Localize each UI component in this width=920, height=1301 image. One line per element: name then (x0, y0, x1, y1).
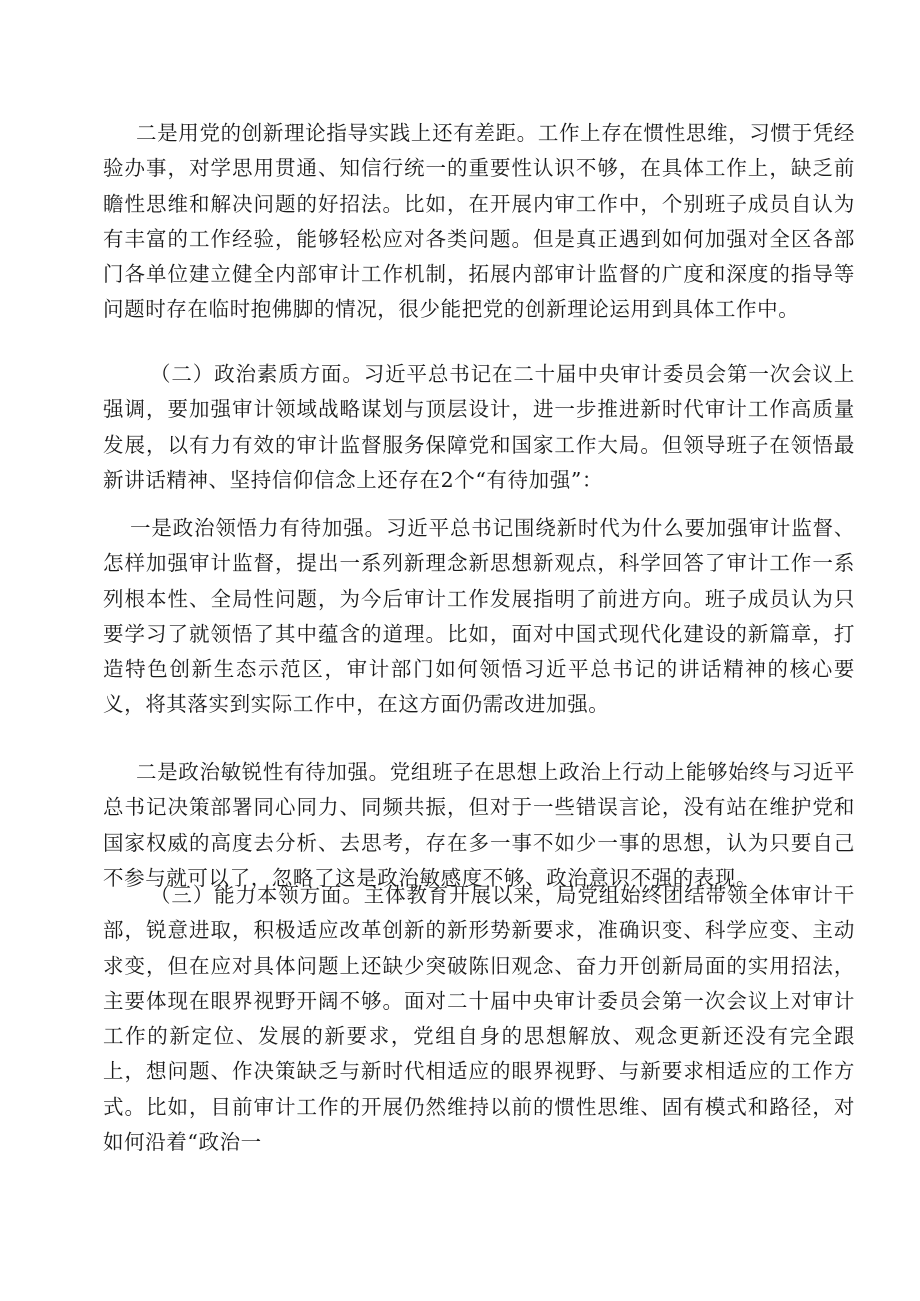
paragraph-political-comprehension: 一是政治领悟力有待加强。习近平总书记围绕新时代为什么要加强审计监督、怎样加强审计监督，提出一系列新理念新思想新观点，科学回答了审计工作一系列根本性、全局性问题，为今后审计工作发展指明了前进方向。班子成员认为只要学习了就领悟了其中蕴含的道理。比如，面对中国式现代化建设的新篇章，打造特色创新生态示范区，审计部门如何领悟习近平总书记的讲话精神的核心要义，将其落实到实际工作中，在这方面仍需改进加强。 (103, 516, 855, 717)
paragraph-innovation-theory: 二是用党的创新理论指导实践上还有差距。工作上存在惯性思维，习惯于凭经验办事，对学思用贯通、知信行统一的重要性认识不够，在具体工作上，缺乏前瞻性思维和解决问题的好招法。比如，在开展内审工作中，个别班子成员自认为有丰富的工作经验，能够轻松应对各类问题。但是真正遇到如何加强对全区各部门各单位建立健全内部审计工作机制，拓展内部审计监督的广度和深度的指导等问题时存在临时抱佛脚的情况，很少能把党的创新理论运用到具体工作中。 (103, 121, 855, 322)
paragraph-political-sensitivity: 二是政治敏锐性有待加强。党组班子在思想上政治上行动上能够始终与习近平总书记决策部署同心同力、同频共振，但对于一些错误言论，没有站在维护党和国家权威的高度去分析、去思考，存在多一事不如少一事的思想，认为只要自己不参与就可以了，忽略了这是政治敏感度不够、政治意识不强的表现。 (103, 760, 855, 890)
paragraph-political-quality: （二）政治素质方面。习近平总书记在二十届中央审计委员会第一次会议上强调，要加强审计领域战略谋划与顶层设计，进一步推进新时代审计工作高质量发展，以有力有效的审计监督服务保障党和国家工作大局。但领导班子在领悟最新讲话精神、坚持信仰信念上还存在2个“有待加强”： (103, 362, 855, 492)
paragraph-capability: （三）能力本领方面。主体教育开展以来，局党组始终团结带领全体审计干部，锐意进取，积极适应改革创新的新形势新要求，准确识变、科学应变、主动求变，但在应对具体问题上还缺少突破陈旧观念、奋力开创新局面的实用招法，主要体现在眼界视野开阔不够。面对二十届中央审计委员会第一次会议上对审计工作的新定位、发展的新要求，党组自身的思想解放、观念更新还没有完全跟上，想问题、作决策缺乏与新时代相适应的眼界视野、与新要求相适应的工作方式。比如，目前审计工作的开展仍然维持以前的惯性思维、固有模式和路径，对如何沿着“政治一 (103, 883, 855, 1155)
